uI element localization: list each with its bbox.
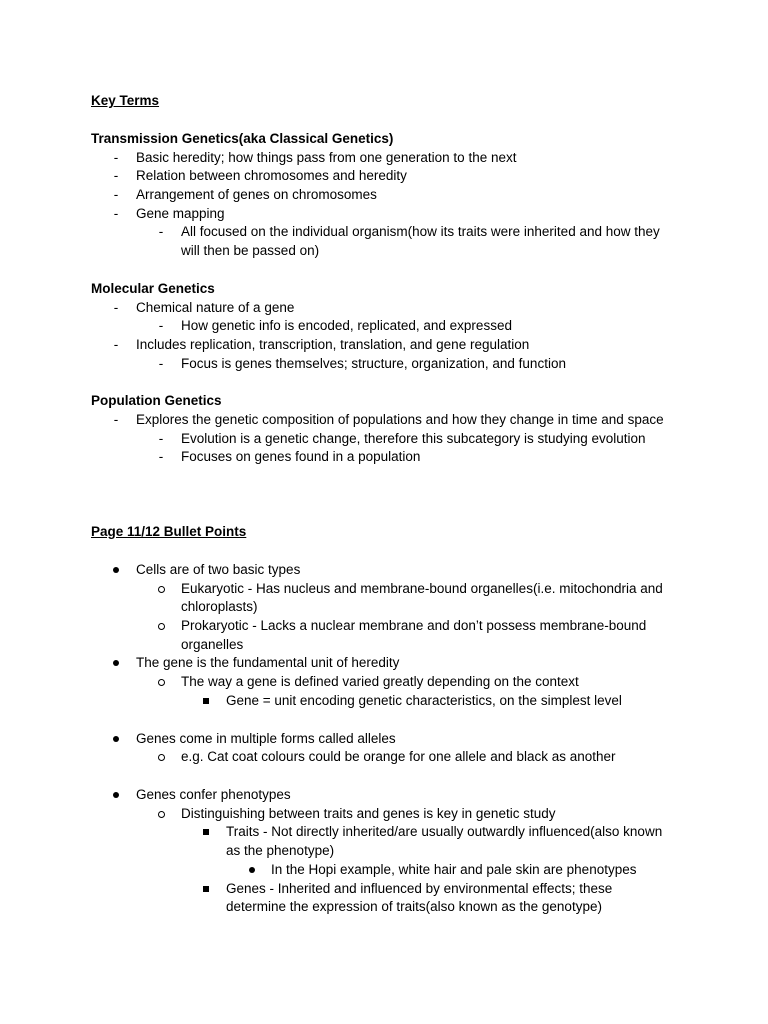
list-item: In the Hopi example, white hair and pale skin are phenotypes bbox=[271, 862, 637, 877]
square-bullet-icon bbox=[203, 886, 209, 892]
filled-bullet-icon bbox=[113, 792, 119, 798]
list-item: The way a gene is defined varied greatly depending on the context bbox=[181, 674, 579, 689]
list-item: Includes replication, transcription, translation, and gene regulation bbox=[136, 337, 530, 352]
list-item: Genes come in multiple forms called alleles bbox=[136, 731, 396, 746]
list-item: The gene is the fundamental unit of heredity bbox=[136, 655, 400, 670]
population-genetics-title: Population Genetics bbox=[91, 393, 222, 408]
dash-bullet: - bbox=[158, 224, 164, 239]
list-item-continuation: chloroplasts) bbox=[181, 599, 258, 614]
list-item: Cells are of two basic types bbox=[136, 562, 301, 577]
dash-bullet: - bbox=[113, 150, 119, 165]
list-item: Chemical nature of a gene bbox=[136, 300, 295, 315]
square-bullet-icon bbox=[203, 829, 209, 835]
list-item-continuation: as the phenotype) bbox=[226, 843, 335, 858]
list-item: Genes - Inherited and influenced by environmental effects; these bbox=[226, 881, 613, 896]
dash-bullet: - bbox=[158, 431, 164, 446]
dash-bullet: - bbox=[113, 300, 119, 315]
dash-bullet: - bbox=[113, 337, 119, 352]
list-item: Focuses on genes found in a population bbox=[181, 449, 421, 464]
list-item: Explores the genetic composition of populations and how they change in time and space bbox=[136, 412, 664, 427]
hollow-bullet-icon bbox=[158, 811, 165, 818]
list-item: Basic heredity; how things pass from one generation to the next bbox=[136, 150, 517, 165]
list-item-continuation: determine the expression of traits(also known as the genotype) bbox=[226, 899, 602, 914]
list-item: Relation between chromosomes and heredity bbox=[136, 168, 407, 183]
hollow-bullet-icon bbox=[158, 623, 165, 630]
list-item: All focused on the individual organism(how its traits were inherited and how they bbox=[181, 224, 660, 239]
transmission-genetics-title: Transmission Genetics(aka Classical Genetics) bbox=[91, 131, 394, 146]
dash-bullet: - bbox=[158, 356, 164, 371]
list-item: Arrangement of genes on chromosomes bbox=[136, 187, 377, 202]
list-item: Traits - Not directly inherited/are usually outwardly influenced(also known bbox=[226, 824, 663, 839]
dash-bullet: - bbox=[113, 187, 119, 202]
bullet-points-heading: Page 11/12 Bullet Points bbox=[91, 524, 247, 539]
list-item: Eukaryotic - Has nucleus and membrane-bound organelles(i.e. mitochondria and bbox=[181, 581, 663, 596]
dash-bullet: - bbox=[113, 206, 119, 221]
list-item: e.g. Cat coat colours could be orange for one allele and black as another bbox=[181, 749, 616, 764]
list-item: Focus is genes themselves; structure, organization, and function bbox=[181, 356, 566, 371]
list-item-continuation: organelles bbox=[181, 637, 244, 652]
list-item: Gene = unit encoding genetic characteristics, on the simplest level bbox=[226, 693, 622, 708]
square-bullet-icon bbox=[203, 698, 209, 704]
list-item: Distinguishing between traits and genes is key in genetic study bbox=[181, 806, 556, 821]
filled-bullet-icon bbox=[113, 567, 119, 573]
key-terms-heading: Key Terms bbox=[91, 93, 160, 108]
dash-bullet: - bbox=[158, 449, 164, 464]
list-item: Gene mapping bbox=[136, 206, 225, 221]
list-item: Prokaryotic - Lacks a nuclear membrane and don’t possess membrane-bound bbox=[181, 618, 647, 633]
filled-bullet-icon bbox=[113, 736, 119, 742]
list-item: How genetic info is encoded, replicated, and expressed bbox=[181, 318, 512, 333]
hollow-bullet-icon bbox=[158, 586, 165, 593]
hollow-bullet-icon bbox=[158, 754, 165, 761]
dash-bullet: - bbox=[113, 168, 119, 183]
dash-bullet: - bbox=[113, 412, 119, 427]
filled-bullet-icon bbox=[249, 867, 255, 873]
list-item-continuation: will then be passed on) bbox=[181, 243, 320, 258]
filled-bullet-icon bbox=[113, 660, 119, 666]
list-item: Genes confer phenotypes bbox=[136, 787, 291, 802]
hollow-bullet-icon bbox=[158, 679, 165, 686]
dash-bullet: - bbox=[158, 318, 164, 333]
molecular-genetics-title: Molecular Genetics bbox=[91, 281, 215, 296]
list-item: Evolution is a genetic change, therefore this subcategory is studying evolution bbox=[181, 431, 646, 446]
